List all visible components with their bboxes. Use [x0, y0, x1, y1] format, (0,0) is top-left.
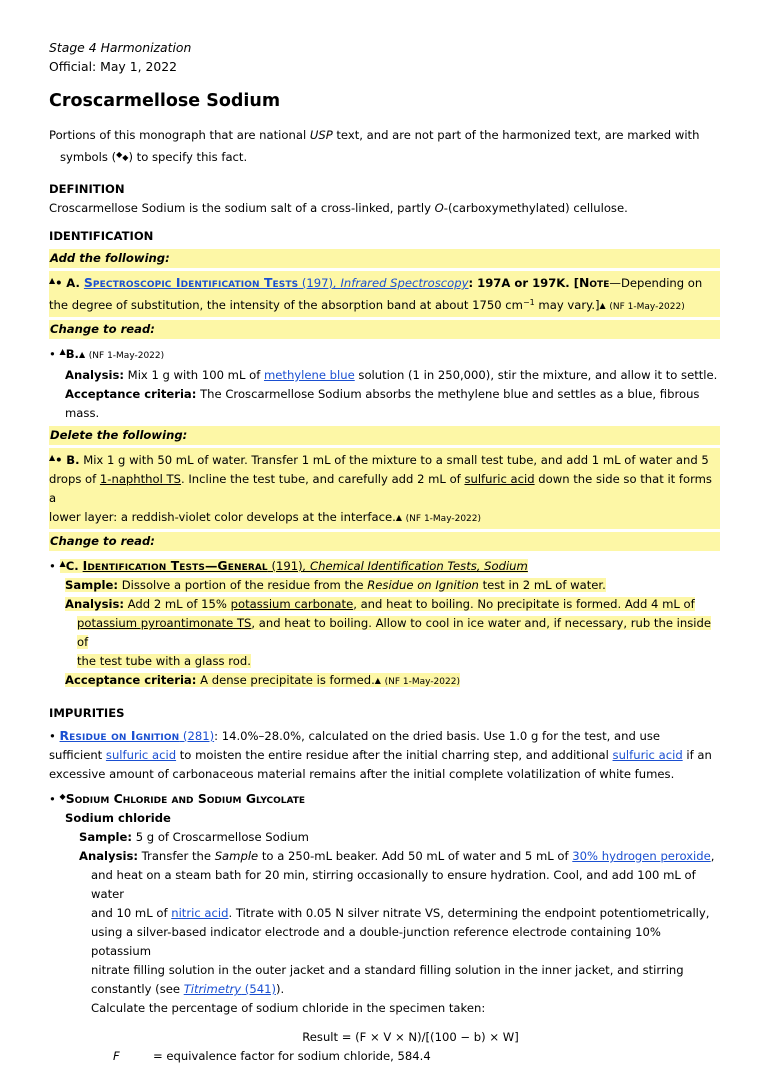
variable-f: F = equivalence factor for sodium chloride, 584.4: [113, 1049, 431, 1063]
triangle-icon: ▲: [395, 513, 402, 522]
ref-197-link[interactable]: (197): [298, 276, 334, 290]
triangle-icon: ▲: [49, 276, 56, 285]
sulfuric-acid-link[interactable]: sulfuric acid: [464, 472, 535, 486]
infrared-link[interactable]: , Infrared Spectroscopy: [333, 276, 469, 290]
sodium-chloride-heading: Sodium chloride: [65, 811, 171, 825]
triangle-icon: ▲: [599, 301, 606, 310]
ident-c-block: • ▲C. Identification Tests—General (191), Chemical Identification Tests, Sodium Sample: Dissolve a portion of the residue from the Residue on Ignition test in 2 mL of water. Analysis: Add 2 mL of 15% potassium carbonate, and heat to boiling. No precipitate is formed. Add 4 mL of potassium pyroantimonate TS, and heat to boiling. Allow to cool in ice water and, if necessary, rub the inside of the test tube with a glass rod. Acceptance criteria: A dense precipitate is formed.▲ (NF 1-May-2022): [49, 558, 711, 687]
ref-541-link[interactable]: (541): [241, 982, 276, 996]
revision-band-add: Add the following:: [49, 249, 720, 268]
revision-band-change: Change to read:: [49, 320, 720, 339]
roi-block: • Residue on Ignition (281): 14.0%–28.0%, calculated on the dried basis. Use 1.0 g for the test, and use sufficient sulfuric acid to moisten the entire residue after the initial charring step, and additional sulfuric acid if an excessive amount of carbonaceous material remains after the initial complete volatilization of white fumes.: [49, 728, 712, 781]
ident-b-deleted-block: ▲• B. Mix 1 g with 50 mL of water. Transfer 1 mL of the mixture to a small test tube, and add 1 mL of water and 5 drops of 1-naphthol TS. Incline the test tube, and carefully add 2 mL of sulfuric acid down the side so that it forms a lower layer: a reddish-violet color develops at the interface.▲ (NF 1-May-2022): [49, 448, 720, 529]
bullet-icon: •: [49, 559, 56, 573]
page-title: Croscarmellose Sodium: [49, 91, 281, 111]
stage-label: Stage 4 Harmonization: [49, 40, 192, 55]
ident-b-block: • ▲B.▲ (NF 1-May-2022) Analysis: Mix 1 g with 100 mL of methylene blue solution (1 in 250,000), stir the mixture, and allow it to settle. Acceptance criteria: The Croscarmellose Sodium absorbs the methylene blue and settles as a blue, fibrous mass.: [49, 347, 718, 420]
naphthol-link[interactable]: 1-naphthol TS: [99, 472, 181, 486]
definition-text: Croscarmellose Sodium is the sodium salt of a cross-linked, partly O-(carboxymethylated) cellulose.: [49, 201, 628, 215]
result-formula: Result = (F × V × N)/[(100 − b) × W]: [302, 1030, 519, 1044]
diamond-icon: ◆: [122, 153, 129, 162]
nacl-analysis: Analysis: Transfer the Sample to a 250-mL beaker. Add 50 mL of water and 5 mL of 30% hydrogen peroxide, and heat on a steam bath for 20 min, stirring occasionally to ensure hydration. Cool, and add 100 mL of water and 10 mL of nitric acid. Titrate with 0.05 N silver nitrate VS, determining the endpoint potentiometrically, using a silver-based indicator electrode and a double-junction reference electrode containing 10% potassium nitrate filling solution in the outer jacket and a standard filling solution in the inner jacket, and stirring constantly (see Titrimetry (541)). Calculate the percentage of sodium chloride in the specimen taken:: [79, 849, 715, 1015]
triangle-icon: ▲: [59, 559, 66, 568]
potassium-carbonate-link[interactable]: potassium carbonate: [230, 597, 354, 611]
spectroscopic-id-link[interactable]: Spectroscopic Identification Tests: [83, 275, 299, 290]
triangle-icon: ▲: [374, 676, 381, 685]
definition-heading: DEFINITION: [49, 182, 125, 196]
triangle-icon: ▲: [78, 350, 86, 359]
titrimetry-link[interactable]: Titrimetry: [183, 982, 242, 996]
bullet-icon: •: [49, 792, 56, 806]
official-date: Official: May 1, 2022: [49, 59, 177, 74]
triangle-icon: ▲: [49, 453, 56, 462]
pyroantimonate-link[interactable]: potassium pyroantimonate TS: [77, 616, 252, 630]
impurities-heading: IMPURITIES: [49, 706, 125, 720]
id-tests-general-link[interactable]: Identification Tests—General: [82, 558, 268, 573]
methylene-blue-link[interactable]: methylene blue: [263, 368, 355, 382]
diamond-icon: ◆: [59, 792, 66, 801]
triangle-icon: ▲: [59, 347, 66, 356]
diamond-icon: ◆: [116, 150, 123, 159]
bullet-icon: •: [49, 729, 56, 743]
revision-band-change-2: Change to read:: [49, 532, 720, 551]
chem-id-tests-link[interactable]: , Chemical Identification Tests, Sodium: [302, 559, 528, 573]
sulfuric-acid-link-2[interactable]: sulfuric acid: [105, 748, 177, 762]
bullet-icon: •: [55, 276, 63, 290]
revision-band-delete: Delete the following:: [49, 426, 720, 445]
ref-191-link[interactable]: (191): [267, 559, 303, 573]
sulfuric-acid-link-3[interactable]: sulfuric acid: [612, 748, 683, 762]
intro-paragraph: Portions of this monograph that are national USP text, and are not part of the harmonized text, are marked with symbols (◆◆) to specify this fact.: [49, 128, 700, 164]
bullet-icon: •: [49, 347, 56, 361]
identification-heading: IDENTIFICATION: [49, 229, 154, 243]
nitric-acid-link[interactable]: nitric acid: [171, 906, 229, 920]
sodium-chloride-glycolate-block: • ◆Sodium Chloride and Sodium Glycolate Sodium chloride Sample: 5 g of Croscarmellose Sodium Analysis: Transfer the Sample to a 250-mL beaker. Add 50 mL of water and 5 mL of 30% hydrogen peroxide, and heat on a steam bath for 20 min, stirring occasionally to ensure hydration. Cool, and add 100 mL of water and 10 mL of nitric acid. Titrate with 0.05 N silver nitrate VS, determining the endpoint potentiometrically, using a silver-based indicator electrode and a double-junction reference electrode containing 10% potassium nitrate filling solution in the outer jacket and a standard filling solution in the inner jacket, and stirring constantly (see Titrimetry (541)). Calculate the percentage of sodium chloride in the specimen taken: Result = (F × V × N)/[(100 − b) × W] F = equivalence factor for sodium chloride, 584.4: [49, 787, 720, 1066]
ref-281-link[interactable]: (281): [179, 729, 215, 743]
roi-link[interactable]: Residue on Ignition: [59, 728, 180, 743]
hydrogen-peroxide-link[interactable]: 30% hydrogen peroxide: [572, 849, 711, 863]
ident-a-block: ▲• A. Spectroscopic Identification Tests (197), Infrared Spectroscopy: 197A or 197K. [Note—Depending on the degree of substitution, the intensity of the absorption band at about 1750 $cm^{-1}$ may vary.]▲ (NF 1-May-2022): [49, 271, 720, 317]
bullet-icon: •: [55, 453, 63, 467]
